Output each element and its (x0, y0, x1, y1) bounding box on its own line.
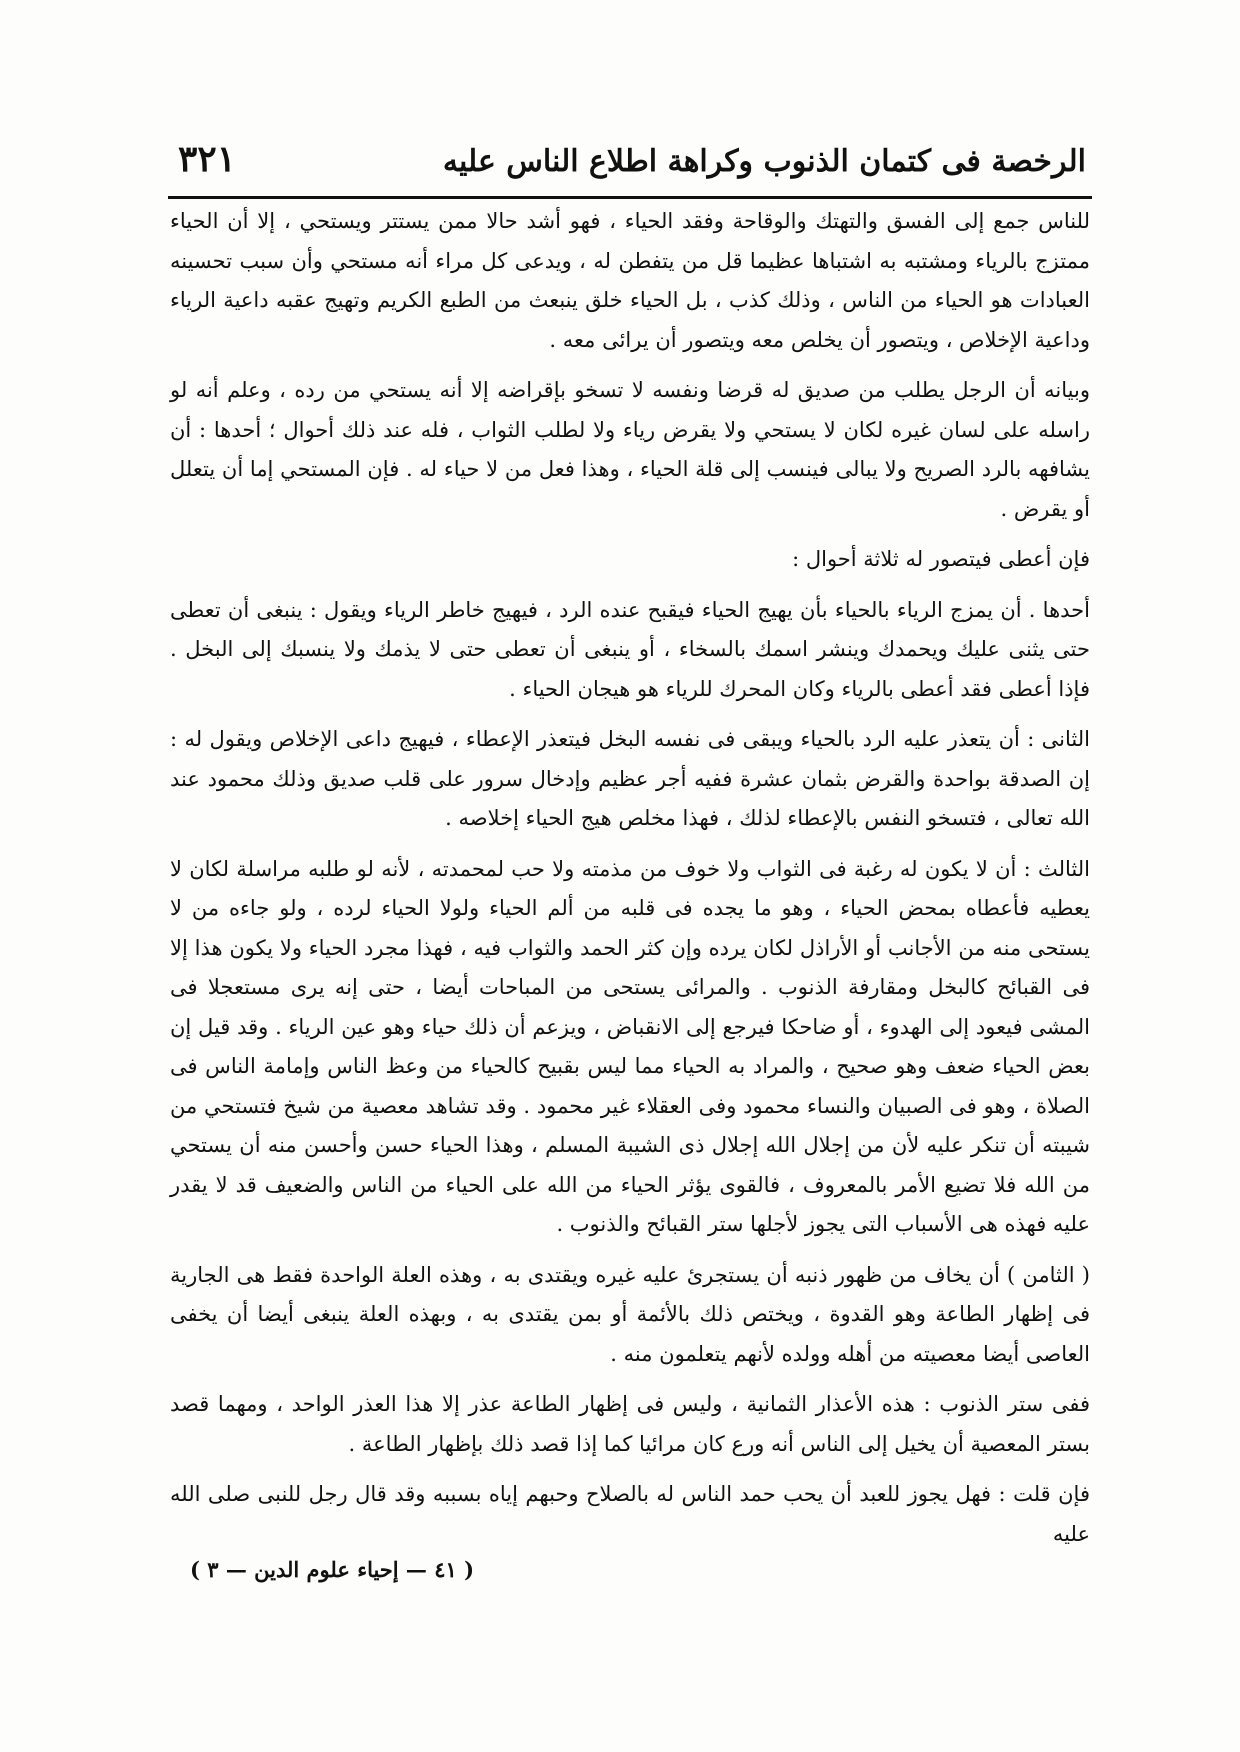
paragraph-three-states: فإن أعطى فيتصور له ثلاثة أحوال : (792, 547, 1090, 571)
running-title: الرخصة فى كتمان الذنوب وكراهة اطلاع الناس عليه (442, 144, 1086, 179)
header-divider (168, 196, 1092, 199)
paragraph-summary: ففى ستر الذنوب : هذه الأعذار الثمانية ، وليس فى إظهار الطاعة عذر إلا هذا العذر الواحد ، ومهما قصد بستر المعصية أن يخيل إلى الناس أنه ورع كان مرائيا كما إذا قصد ذلك بإظهار الطاعة . (170, 1392, 1090, 1456)
paragraph-third-state: الثالث : أن لا يكون له رغبة فى الثواب ولا خوف من مذمته ولا حب لمحمدته ، لأنه لو طلبه مراسلة لكان لا يعطيه فأعطاه بمحض الحياء ، وهو ما يجده فى قلبه من ألم الحياء ولولا الحياء لرده ، ولو جاءه من لا يستحى منه من الأجانب أو الأراذل لكان يرده وإن كثر الحمد والثواب فيه ، فهذا مجرد الحياء ولا يكون هذا إلا فى القبائح كالبخل ومقارفة الذنوب . والمرائى يستحى من المباحات أيضا ، حتى إنه يرى مستعجلا فى المشى فيعود إلى الهدوء ، أو ضاحكا فيرجع إلى الانقباض ، ويزعم أن ذلك حياء وهو عين الرياء . وقد قيل إن بعض الحياء ضعف وهو صحيح ، والمراد به الحياء مما ليس بقبيح كالحياء من وعظ الناس وإمامة الناس فى الصلاة ، وهو فى الصبيان والنساء محمود وفى العقلاء غير محمود . وقد تشاهد معصية من شيخ فتستحي من شيبته أن تنكر عليه لأن من إجلال الله إجلال ذى الشيبة المسلم ، وهذا الحياء حسن وأحسن منه أن يستحي من الله فلا تضيع الأمر بالمعروف ، فالقوى يؤثر الحياء من الله على الحياء من الناس والضعيف قد لا يقدر عليه فهذه هى الأسباب التى يجوز لأجلها ستر القبائح والذنوب . (170, 856, 1090, 1236)
page-number: ٣٢١ (178, 138, 237, 180)
paragraph-question: فإن قلت : فهل يجوز للعبد أن يحب حمد الناس له بالصلاح وحبهم إياه بسببه وقد قال رجل للنبى صلى الله عليه (170, 1482, 1090, 1546)
paragraph-loan-example: وبيانه أن الرجل يطلب من صديق له قرضا ونفسه لا تسخو بإقراضه إلا أنه يستحي من رده ، وعلم أنه لو راسله على لسان غيره لكان لا يستحي ولا يقرض رياء ولا لطلب الثواب ، فله عند ذلك أحوال ؛ أحدها : أن يشافهه بالرد الصريح ولا يبالى فينسب إلى قلة الحياء ، وهذا فعل من لا حياء له . فإن المستحي إما أن يتعلل أو يقرض . (170, 378, 1090, 521)
signature-mark: ( ٤١ — إحياء علوم الدين — ٣ ) (190, 1557, 475, 1582)
paragraph-first-state: أحدها . أن يمزج الرياء بالحياء بأن يهيج الحياء فيقبح عنده الرد ، فيهيج خاطر الرياء ويقول : ينبغى أن تعطى حتى يثنى عليك ويحمدك وينشر اسمك بالسخاء ، أو ينبغى أن تعطى حتى لا يذمك ولا ينسبك إلى البخل . فإذا أعطى فقد أعطى بالرياء وكان المحرك للرياء هو هيجان الحياء . (170, 597, 1090, 701)
body-text (170, 202, 1090, 1554)
paragraph-second-state: الثانى : أن يتعذر عليه الرد بالحياء ويبقى فى نفسه البخل فيتعذر الإعطاء ، فيهيج داعى الإخلاص ويقول له : إن الصدقة بواحدة والقرض بثمان عشرة ففيه أجر عظيم وإدخال سرور على قلب صديق وذلك محمود عند الله تعالى ، فتسخو النفس بالإعطاء لذلك ، فهذا مخلص هيج الحياء إخلاصه . (170, 727, 1090, 830)
page-header (178, 138, 1086, 194)
paragraph-continuation: للناس جمع إلى الفسق والتهتك والوقاحة وفقد الحياء ، فهو أشد حالا ممن يستتر ويستحي ، إلا أن الحياء ممتزج بالرياء ومشتبه به اشتباها عظيما قل من يتفطن له ، ويدعى كل مراء أنه مستحي وأن سبب تحسينه العبادات هو الحياء من الناس ، وذلك كذب ، بل الحياء خلق ينبعث من الطبع الكريم وتهيج عقبه داعية الرياء وداعية الإخلاص ، ويتصور أن يخلص معه ويتصور أن يرائى معه . (170, 209, 1090, 352)
paragraph-eighth-reason: ( الثامن ) أن يخاف من ظهور ذنبه أن يستجرئ عليه غيره ويقتدى به ، وهذه العلة الواحدة فقط هى الجارية فى إظهار الطاعة وهو القدوة ، ويختص ذلك بالأئمة أو بمن يقتدى به ، وبهذه العلة ينبغى أيضا أن يخفى العاصى أيضا معصيته من أهله وولده لأنهم يتعلمون منه . (170, 1262, 1090, 1366)
